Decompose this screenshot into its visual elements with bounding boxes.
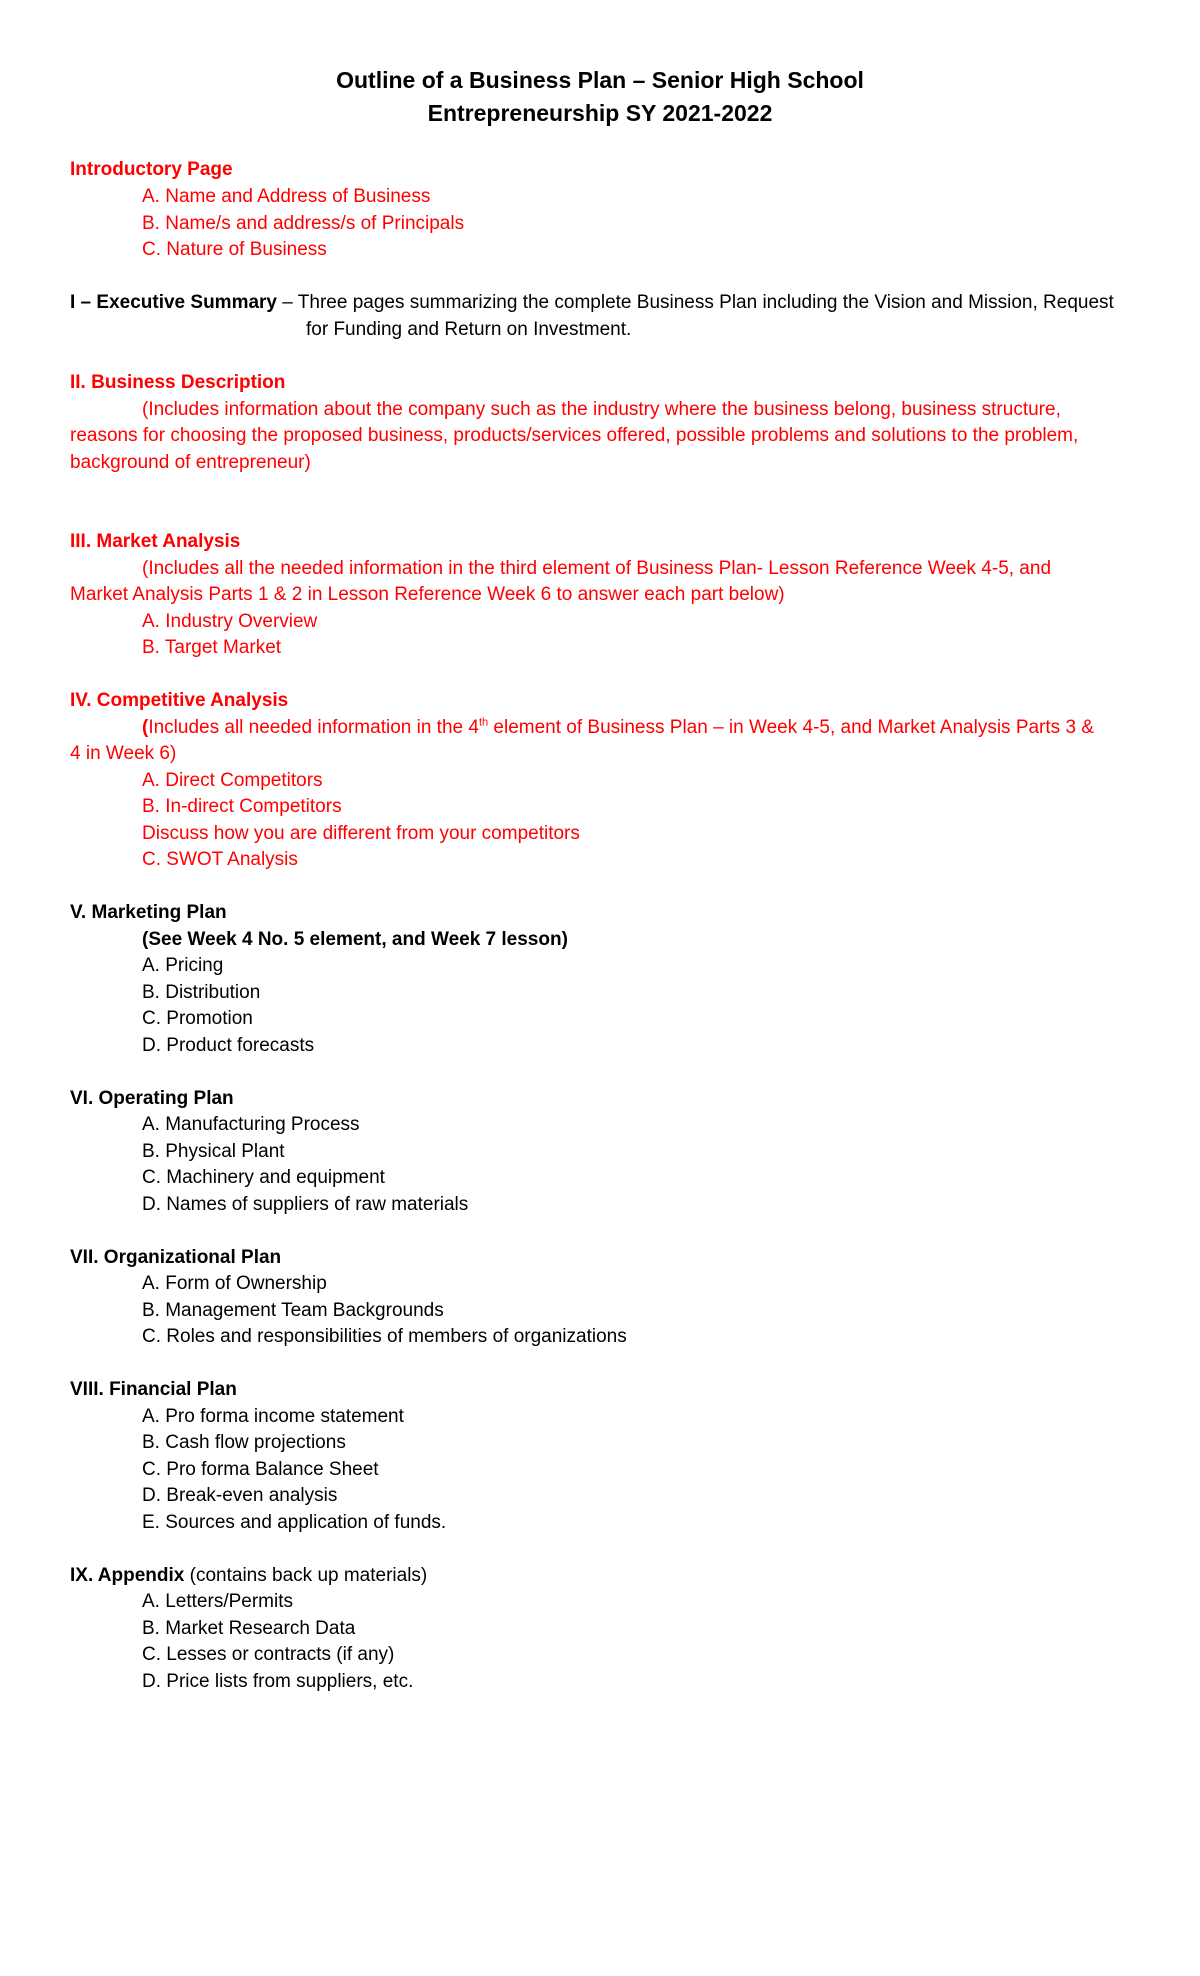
operating-plan-item: D. Names of suppliers of raw materials (142, 1194, 469, 1215)
title-line-1: Outline of a Business Plan – Senior High School (336, 67, 864, 93)
appendix-heading-line (70, 1563, 427, 1589)
marketing-plan-item: D. Product forecasts (142, 1035, 315, 1056)
business-description-line: background of entrepreneur) (70, 452, 311, 473)
introductory-heading: Introductory Page (70, 159, 233, 180)
market-analysis-item-b: B. Target Market (142, 637, 282, 658)
financial-plan-item: C. Pro forma Balance Sheet (142, 1459, 379, 1480)
financial-plan-item: B. Cash flow projections (142, 1432, 346, 1453)
organizational-plan-heading: VII. Organizational Plan (70, 1247, 282, 1268)
competitive-analysis-note: Discuss how you are different from your competitors (142, 823, 580, 844)
organizational-plan-item: B. Management Team Backgrounds (142, 1300, 444, 1321)
competitive-analysis-item-b: B. In-direct Competitors (142, 796, 342, 817)
operating-plan-item: B. Physical Plant (142, 1141, 285, 1162)
competitive-analysis-line-1 (142, 715, 1094, 741)
operating-plan-heading: VI. Operating Plan (70, 1088, 234, 1109)
introductory-item-c: C. Nature of Business (142, 239, 327, 260)
appendix-item: B. Market Research Data (142, 1618, 356, 1639)
financial-plan-item: A. Pro forma income statement (142, 1406, 404, 1427)
appendix-note: (contains back up materials) (184, 1565, 428, 1586)
appendix-heading: IX. Appendix (70, 1565, 185, 1586)
business-description-line: (Includes information about the company such as the industry where the business belong, business structure, (142, 399, 1061, 420)
appendix-item: D. Price lists from suppliers, etc. (142, 1671, 414, 1692)
marketing-plan-item: C. Promotion (142, 1008, 253, 1029)
market-analysis-item-a: A. Industry Overview (142, 611, 318, 632)
marketing-plan-item: A. Pricing (142, 955, 224, 976)
financial-plan-item: D. Break-even analysis (142, 1485, 338, 1506)
marketing-plan-heading: V. Marketing Plan (70, 902, 227, 923)
ordinal-suffix: th (478, 716, 489, 729)
market-analysis-line: Market Analysis Parts 1 & 2 in Lesson Reference Week 6 to answer each part below) (70, 584, 785, 605)
executive-summary-heading: I – Executive Summary (70, 292, 277, 313)
executive-summary-text: – Three pages summarizing the complete Business Plan including the Vision and Mission, Request (277, 292, 1114, 313)
organizational-plan-item: C. Roles and responsibilities of members of organizations (142, 1326, 627, 1347)
operating-plan-item: A. Manufacturing Process (142, 1114, 360, 1135)
introductory-item-a: A. Name and Address of Business (142, 186, 431, 207)
open-paren: ( (142, 717, 149, 738)
introductory-item-b: B. Name/s and address/s of Principals (142, 213, 465, 234)
competitive-analysis-item-a: A. Direct Competitors (142, 770, 323, 791)
executive-summary-line-2: for Funding and Return on Investment. (306, 319, 632, 340)
marketing-plan-item: B. Distribution (142, 982, 261, 1003)
operating-plan-item: C. Machinery and equipment (142, 1167, 385, 1188)
business-description-line: reasons for choosing the proposed business, products/services offered, possible problems and solutions to the problem, (70, 425, 1079, 446)
market-analysis-heading: III. Market Analysis (70, 531, 241, 552)
organizational-plan-item: A. Form of Ownership (142, 1273, 327, 1294)
financial-plan-heading: VIII. Financial Plan (70, 1379, 237, 1400)
competitive-analysis-heading: IV. Competitive Analysis (70, 690, 289, 711)
financial-plan-item: E. Sources and application of funds. (142, 1512, 447, 1533)
competitive-analysis-item-c: C. SWOT Analysis (142, 849, 298, 870)
document-title (0, 64, 1200, 130)
executive-summary-line-1 (70, 290, 1114, 316)
appendix-item: C. Lesses or contracts (if any) (142, 1644, 395, 1665)
business-description-heading: II. Business Description (70, 372, 286, 393)
competitive-analysis-line-2: 4 in Week 6) (70, 743, 177, 764)
marketing-plan-note: (See Week 4 No. 5 element, and Week 7 lesson) (142, 929, 568, 950)
title-line-2: Entrepreneurship SY 2021-2022 (427, 100, 773, 126)
competitive-text-rest: element of Business Plan – in Week 4-5, and Market Analysis Parts 3 & (488, 717, 1094, 738)
competitive-text: Includes all needed information in the 4 (148, 717, 479, 738)
appendix-item: A. Letters/Permits (142, 1591, 293, 1612)
market-analysis-line: (Includes all the needed information in the third element of Business Plan- Lesson Reference Week 4-5, and (142, 558, 1052, 579)
